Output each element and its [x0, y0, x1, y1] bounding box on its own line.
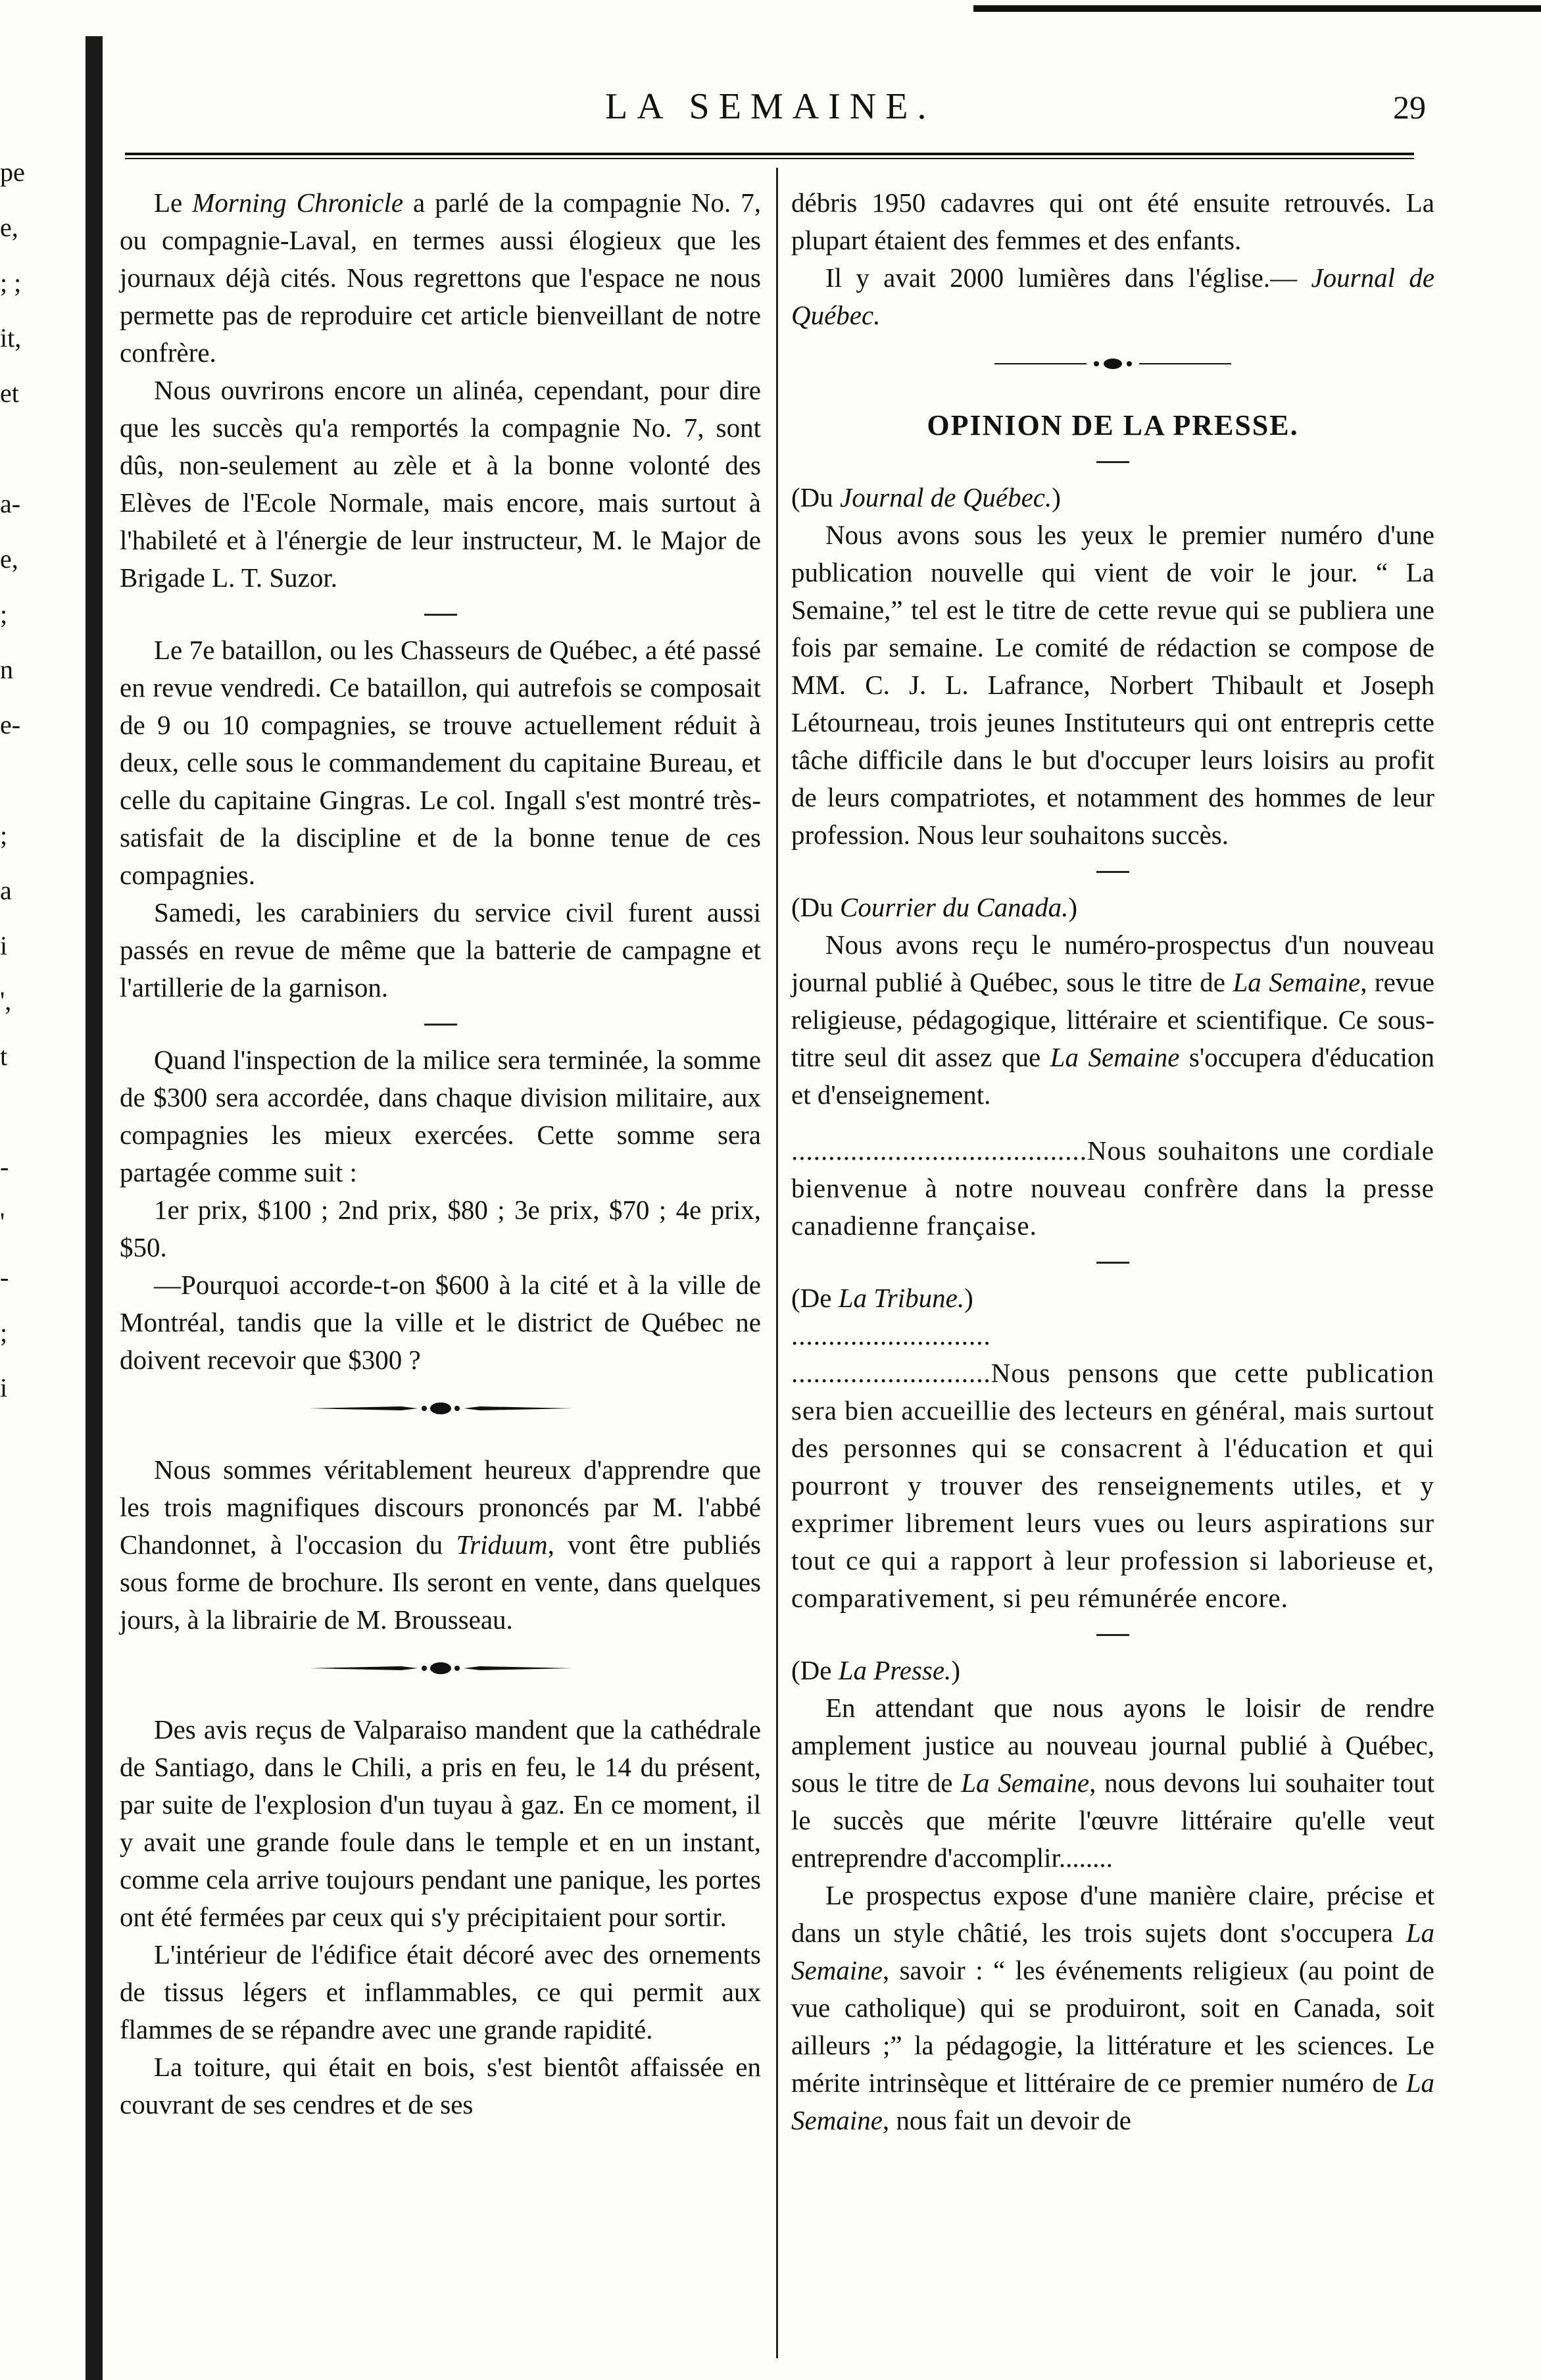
paragraph: Quand l'inspection de la milice sera terminée, la somme de $300 sera accordée, dans chaque division militaire, aux compagnies les mieux exercées. Cette somme sera partagée comme suit : [120, 1045, 761, 1187]
publication-name: Morning Chronicle [192, 187, 404, 218]
left-column [120, 184, 761, 2123]
page-number: 29 [1393, 89, 1426, 126]
facing-page-margin [0, 145, 26, 1416]
margin-fragment: - [0, 1152, 9, 1181]
ornament-divider [120, 1399, 761, 1418]
paragraph: En attendant que nous ayons le loisir de rendre amplement justice au nouveau journal publié à Québec, sous le titre de La Semaine, nous devons lui souhaiter tout le succès que mérite l'œuvre littéraire qu'elle veut entreprendre d'accomplir........ [791, 1693, 1434, 1873]
separator-rule [424, 1024, 457, 1026]
column-divider [776, 168, 778, 2358]
margin-fragment [0, 421, 26, 476]
source-line: (Du Journal de Québec.) [791, 482, 1061, 512]
paragraph: La toiture, qui était en bois, s'est bientôt affaissée en couvrant de ses cendres et de ses [120, 2052, 761, 2120]
margin-fragment: et [0, 378, 19, 408]
paragraph: Des avis reçus de Valparaiso mandent que la cathédrale de Santiago, dans le Chili, a pris en feu, le 14 du présent, par suite de l'explosion d'un tuyau à gaz. En ce moment, il y avait une grande foule dans le temple et en un instant, comme cela arrive toujours pendant une panique, les portes ont été fermées par ceux qui s'y précipitaient pour sortir. [120, 1714, 761, 1932]
ornament-divider [791, 354, 1434, 374]
margin-fragment: e- [0, 710, 21, 739]
paragraph: Nous ouvrirons encore un alinéa, cependant, pour dire que les succès qu'a remportés la compagnie No. 7, sont dûs, non-seulement au zèle et à la bonne volonté des Elèves de l'Ecole Normale, mais encore, mais surtout à l'habileté et à l'énergie de leur instructeur, M. le Major de Brigade L. T. Suzor. [120, 375, 761, 593]
source-attribution: Journal de Québec. [791, 262, 1435, 330]
margin-fragment: t [0, 1041, 8, 1071]
separator-rule [1096, 871, 1129, 873]
header-rule-thin [125, 158, 1414, 159]
margin-fragment [0, 1084, 26, 1139]
paragraph: 1er prix, $100 ; 2nd prix, $80 ; 3e prix, $70 ; 4e prix, $50. [120, 1195, 761, 1262]
separator-rule [424, 614, 457, 616]
margin-fragment: e, [0, 544, 18, 574]
paragraph: Samedi, les carabiniers du service civil furent aussi passés en revue de même que la batterie de campagne et l'artillerie de la garnison. [120, 897, 761, 1003]
margin-fragment: e, [0, 212, 18, 242]
margin-fragment: a- [0, 489, 21, 518]
margin-fragment: ; [0, 820, 8, 850]
margin-fragment: ; ; [0, 268, 22, 297]
margin-fragment: i [0, 931, 8, 960]
paragraph: Il y avait 2000 lumières dans l'église.— Journal de Québec. [791, 262, 1435, 330]
page-title: LA SEMAINE. [605, 86, 936, 127]
header-rule [125, 153, 1414, 155]
source-line: (Du Courrier du Canada.) [791, 892, 1078, 922]
separator-rule [1096, 1634, 1129, 1636]
running-head [0, 86, 1541, 138]
margin-fragment: i [0, 1373, 8, 1402]
scan-edge [973, 5, 1541, 12]
margin-fragment [0, 753, 26, 808]
source-line: (De La Tribune.) [791, 1283, 973, 1313]
margin-fragment: ; [0, 1318, 8, 1347]
separator-rule [1096, 1262, 1129, 1264]
separator-rule [1096, 461, 1129, 463]
margin-fragment: a [0, 876, 12, 905]
margin-fragment: ; [0, 599, 8, 629]
margin-fragment: ' [0, 1207, 5, 1237]
margin-fragment: pe [0, 157, 25, 187]
source-line: (De La Presse.) [791, 1655, 960, 1685]
paragraph: Le Morning Chronicle a parlé de la compagnie No. 7, ou compagnie-Laval, en termes aussi élogieux que les journaux déjà cités. Nous regrettons que l'espace ne nous permette pas de reproduire cet article bienveillant de notre confrère. [120, 187, 761, 368]
margin-fragment: n [0, 655, 13, 684]
paragraph: L'intérieur de l'édifice était décoré avec des ornements de tissus légers et inflammables, ce qui permit aux flammes de se répandre avec une grande rapidité. [120, 1939, 761, 2045]
paragraph: ........................................Nous souhaitons une cordiale bienvenue à notre nouveau confrère dans la presse canadienne française. [791, 1135, 1434, 1241]
ornament-divider [120, 1658, 761, 1678]
margin-fragment: - [0, 1262, 9, 1292]
paragraph: ...........................Nous pensons que cette publication sera bien accueillie des lecteurs en général, mais surtout des personnes qui se consacrent à l'éducation et qui pourront y trouver des renseignements utiles, et y exprimer librement leurs vues ou leurs aspirations sur tout ce qui a rapport à leur profession si laborieuse et, comparativement, si peu rémunérée encore. [791, 1358, 1434, 1613]
binding-gutter [86, 36, 103, 2380]
paragraph: Nous sommes véritablement heureux d'apprendre que les trois magnifiques discours prononcés par M. l'abbé Chandonnet, à l'occasion du Triduum, vont être publiés sous forme de brochure. Ils seront en vente, dans quelques jours, à la librairie de M. Brousseau. [120, 1454, 761, 1635]
paragraph: Nous avons reçu le numéro-prospectus d'un nouveau journal publié à Québec, sous le titre de La Semaine, revue religieuse, pédagogique, littéraire et scientifique. Ce sous-titre seul dit assez que La Semaine s'occupera d'éducation et d'enseignement. [791, 930, 1434, 1110]
section-heading: OPINION DE LA PRESSE. [927, 409, 1299, 441]
paragraph: —Pourquoi accorde-t-on $600 à la cité et à la ville de Montréal, tandis que la ville et le district de Québec ne doivent recevoir que $300 ? [120, 1270, 761, 1375]
paragraph: Nous avons sous les yeux le premier numéro d'une publication nouvelle qui vient de voir le jour. “ La Semaine,” tel est le titre de cette revue qui se publiera une fois par semaine. Le comité de rédaction se compose de MM. C. J. L. Lafrance, Norbert Thibault et Joseph Létourneau, trois jeunes Instituteurs qui ont entrepris cette tâche difficile dans le but d'occuper leurs loisirs au profit de leurs compatriotes, et notamment des hommes de leur profession. Nous leur souhaitons succès. [791, 520, 1434, 850]
margin-fragment: it, [0, 323, 22, 353]
paragraph: Le prospectus expose d'une manière claire, précise et dans un style châtié, les trois sujets dont s'occupera La Semaine, savoir : “ les événements religieux (au point de vue catholique) qui se produiront, soit en Canada, soit ailleurs ;” la pédagogie, la littérature et les sciences. Le mérite intrinsèque et littéraire de ce premier numéro de La Semaine, nous fait un devoir de [791, 1880, 1434, 2135]
paragraph: Le 7e bataillon, ou les Chasseurs de Québec, a été passé en revue vendredi. Ce bataillon, qui autrefois se composait de 9 ou 10 compagnies, se trouve actuellement réduit à deux, celle sous le commandement du capitaine Bureau, et celle du capitaine Gingras. Le col. Ingall s'est montré très-satisfait de la discipline et de la bonne tenue de ces compagnies. [120, 635, 761, 890]
ellipsis-line: ........................... [791, 1320, 991, 1351]
right-column [791, 184, 1434, 2139]
margin-fragment: ', [0, 986, 12, 1016]
paragraph: débris 1950 cadavres qui ont été ensuite retrouvés. La plupart étaient des femmes et des enfants. [791, 187, 1434, 255]
